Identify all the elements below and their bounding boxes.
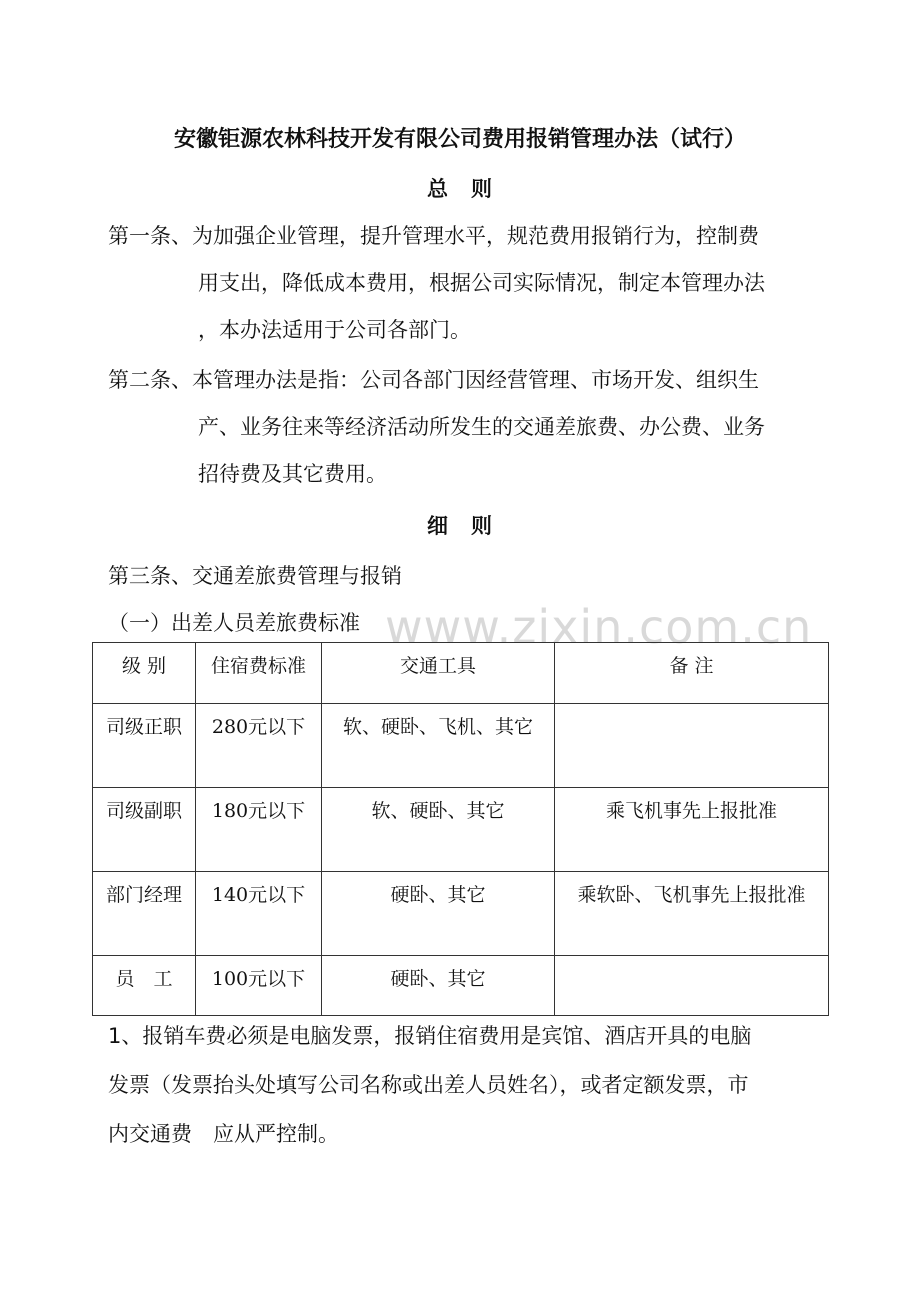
paragraph-1-line-2: 发票（发票抬头处填写公司名称或出差人员姓名），或者定额发票，市 xyxy=(108,1073,749,1097)
table-header-cell: 住宿费标准 xyxy=(196,643,322,704)
article-2-text-1: 本管理办法是指：公司各部门因经营管理、市场开发、组织生 xyxy=(192,368,759,392)
article-2-line-1 xyxy=(108,357,808,404)
table-cell xyxy=(555,956,829,1016)
table-header-cell: 交通工具 xyxy=(322,643,555,704)
table-cell: 部门经理 xyxy=(93,872,196,956)
table-cell: 180元以下 xyxy=(196,788,322,872)
table-cell: 员 工 xyxy=(93,956,196,1016)
table-header-cell: 级 别 xyxy=(93,643,196,704)
table-row xyxy=(93,956,829,1016)
table-cell: 软、硬卧、飞机、其它 xyxy=(322,704,555,788)
article-2-line-3: 招待费及其它费用。 xyxy=(198,462,387,486)
document-title: 安徽钜源农林科技开发有限公司费用报销管理办法（试行） xyxy=(173,127,746,152)
table-cell: 软、硬卧、其它 xyxy=(322,788,555,872)
table-cell: 乘飞机事先上报批准 xyxy=(555,788,829,872)
section-heading-general: 总 则 xyxy=(427,177,493,201)
article-1-line-3: ，本办法适用于公司各部门。 xyxy=(198,318,471,342)
paragraph-1-line-1: 1、报销车费必须是电脑发票，报销住宿费用是宾馆、酒店开具的电脑 xyxy=(108,1024,752,1048)
table-cell: 司级副职 xyxy=(93,788,196,872)
travel-expense-table xyxy=(92,642,829,1016)
table-row xyxy=(93,704,829,788)
table-header-row xyxy=(93,643,829,704)
table-cell: 280元以下 xyxy=(196,704,322,788)
article-1-line-1 xyxy=(108,213,808,260)
article-2-line-2: 产、业务往来等经济活动所发生的交通差旅费、办公费、业务 xyxy=(198,415,765,439)
table-header-cell: 备 注 xyxy=(555,643,829,704)
paragraph-1-line-3: 内交通费 应从严控制。 xyxy=(108,1122,339,1146)
section-heading-detail: 细 则 xyxy=(427,514,493,538)
article-1-text-1: 为加强企业管理，提升管理水平，规范费用报销行为，控制费 xyxy=(192,224,759,248)
subsection-heading: （一）出差人员差旅费标准 xyxy=(108,611,360,635)
article-1 xyxy=(108,213,808,354)
table-cell: 100元以下 xyxy=(196,956,322,1016)
table-cell: 硬卧、其它 xyxy=(322,872,555,956)
table-cell: 140元以下 xyxy=(196,872,322,956)
article-2 xyxy=(108,357,808,498)
article-1-line-2: 用支出，降低成本费用，根据公司实际情况，制定本管理办法 xyxy=(198,271,765,295)
table-cell: 乘软卧、飞机事先上报批准 xyxy=(555,872,829,956)
table-row xyxy=(93,788,829,872)
table-cell: 司级正职 xyxy=(93,704,196,788)
article-2-label: 第二条、 xyxy=(108,368,192,392)
paragraph-1 xyxy=(108,1012,808,1159)
table-row xyxy=(93,872,829,956)
table-cell: 硬卧、其它 xyxy=(322,956,555,1016)
article-1-label: 第一条、 xyxy=(108,224,192,248)
table-cell xyxy=(555,704,829,788)
article-3-heading: 第三条、交通差旅费管理与报销 xyxy=(108,564,402,588)
watermark: www.zixin.com.cn xyxy=(385,600,813,654)
